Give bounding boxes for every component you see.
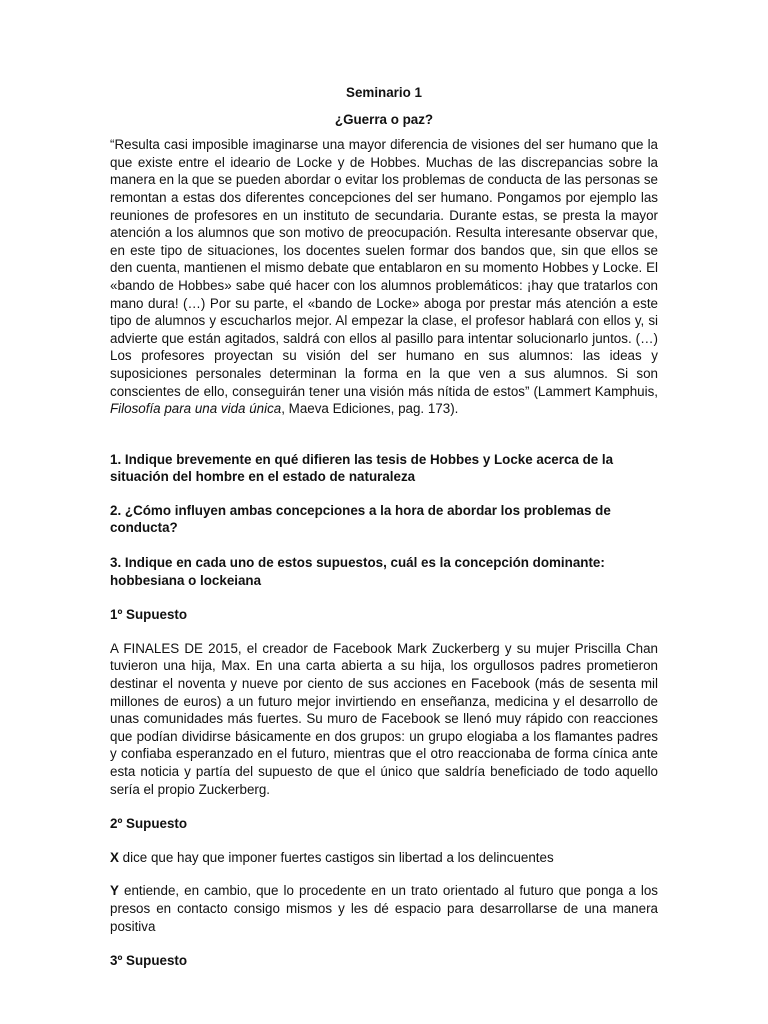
case-2-y-label: Y xyxy=(110,883,119,899)
question-2: 2. ¿Cómo influyen ambas concepciones a la hora de abordar los problemas de conducta? xyxy=(110,502,611,536)
question-1: 1. Indique brevemente en qué difieren las tesis de Hobbes y Locke acerca de la situación del hombre en el estado de naturaleza xyxy=(110,451,614,485)
case-1-heading: 1º Supuesto xyxy=(110,607,188,623)
quote-paragraph xyxy=(110,136,658,418)
document-page xyxy=(110,78,658,970)
question-3: 3. Indique en cada uno de estos supuestos, cuál es la concepción dominante: hobbesiana o lockeiana xyxy=(110,555,605,588)
document-title: Seminario 1 xyxy=(346,85,422,100)
case-2-heading: 2º Supuesto xyxy=(110,816,188,832)
quote-body: “Resulta casi imposible imaginarse una mayor diferencia de visiones del ser humano que la que existe entre el ideario de Locke y de Hobbes. Muchas de las discrepancias sobre la manera en la que se pueden abordar o evitar los problemas de conducta de las personas se remontan a estas dos diferentes concepciones del ser humano. Pongamos por ejemplo las reuniones de profesores en un instituto de secundaria. Durante estas, se presta la mayor atención a los alumnos que son motivo de preocupación. Resulta interesante observar que, en este tipo de situaciones, los docentes suelen formar dos bandos que, sin que ellos se den cuenta, mantienen el mismo debate que entablaron en su momento Hobbes y Locke. El «bando de Hobbes» sabe qué hacer con los alumnos problemáticos: ¡hay que tratarlos con mano dura! (…) Por su parte, el «bando de Locke» aboga por prestar más atención a este tipo de alumnos y escucharlos mejor. Al empezar la clase, el profesor hablará con ellos y, si advierte que están agitados, saldrá con ellos al pasillo para intentar solucionarlo juntos. (…) Los profesores proyectan su visión del ser humano en sus alumnos: las ideas y suposiciones personales determinan la forma en la que ven a sus alumnos. Si son conscientes de ello, conseguirán tener una visión más nítida de estos” xyxy=(110,137,658,399)
case-2-x-label: X xyxy=(110,849,119,865)
case-2-y-statement xyxy=(110,882,658,935)
quote-citation-open: (Lammert Kamphuis, xyxy=(533,383,658,399)
quote-citation-work: Filosofía para una vida única xyxy=(110,401,282,417)
case-2-x-statement xyxy=(110,849,658,867)
document-subtitle: ¿Guerra o paz? xyxy=(334,111,434,127)
case-3-heading: 3º Supuesto xyxy=(110,953,188,969)
case-2-x-text: dice que hay que imponer fuertes castigos sin libertad a los delincuentes xyxy=(118,849,554,865)
case-2-y-text: entiende, en cambio, que lo procedente en un trato orientado al futuro que ponga a los presos en contacto consigo mismos y les dé espacio para desarrollarse de una manera positiva xyxy=(110,883,658,934)
case-1-text: A FINALES DE 2015, el creador de Facebook Mark Zuckerberg y su mujer Priscilla Chan tuvieron una hija, Max. En una carta abierta a su hija, los orgullosos padres prometieron destinar el noventa y nueve por ciento de sus acciones en Facebook (más de sesenta mil millones de euros) a un futuro mejor invirtiendo en enseñanza, medicina y el desarrollo de unas comunidades más fuertes. Su muro de Facebook se llenó muy rápido con reacciones que podían dividirse básicamente en dos grupos: un grupo elogiaba a los flamantes padres y confiaba esperanzado en el futuro, mientras que el otro reaccionaba de forma cínica ante esta noticia y partía del supuesto de que el único que saldría beneficiado de todo aquello sería el propio Zuckerberg. xyxy=(110,640,658,797)
quote-citation-close: , Maeva Ediciones, pag. 173). xyxy=(281,401,459,417)
